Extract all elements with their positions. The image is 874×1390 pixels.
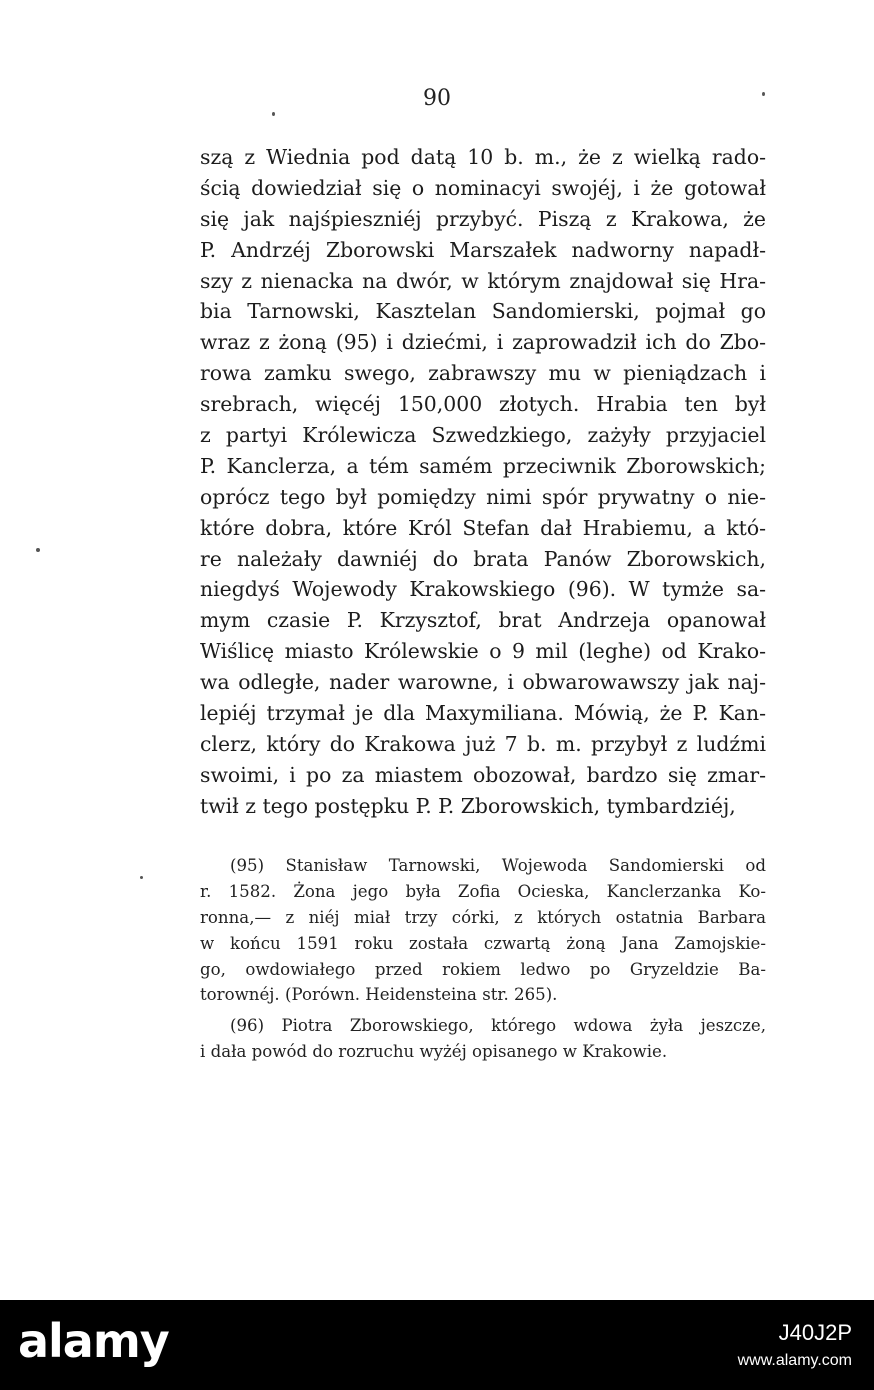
text-line: srebrach, więcéj 150,000 złotych. Hrabia ten był	[200, 392, 766, 417]
text-line: mym czasie P. Krzysztof, brat Andrzeja opanował	[200, 608, 766, 633]
footnote-95	[200, 853, 766, 1008]
text-line: i dała powód do rozruchu wyżéj opisanego w Krakowie.	[200, 1042, 668, 1062]
text-line: oprócz tego był pomiędzy nimi spór prywatny o nie-	[200, 484, 766, 509]
text-line: Wiślicę miasto Królewskie o 9 mil (leghe) od Krako-	[200, 639, 766, 664]
text-line: P. Kanclerza, a tém samém przeciwnik Zborowskich;	[200, 453, 766, 478]
alamy-logo: alamy	[18, 1314, 169, 1368]
text-line: re należały dawniéj do brata Panów Zborowskich,	[200, 546, 766, 571]
body-text	[200, 142, 766, 822]
text-line: r. 1582. Żona jego była Zofia Ocieska, Kanclerzanka Ko-	[200, 881, 766, 901]
text-line: rowa zamku swego, zabrawszy mu w pieniądzach i	[200, 361, 766, 386]
page-number: 90	[423, 86, 451, 111]
scan-speck	[36, 548, 40, 552]
scan-speck	[272, 112, 275, 116]
text-line: twił z tego postępku P. P. Zborowskich, tymbardziéj,	[200, 793, 736, 818]
scan-speck	[762, 92, 765, 96]
text-line: niegdyś Wojewody Krakowskiego (96). W tymże sa-	[200, 577, 766, 602]
text-line: (95) Stanisław Tarnowski, Wojewoda Sandomierski od	[230, 856, 766, 875]
image-id: J40J2P	[778, 1320, 852, 1345]
text-line: torownéj. (Porówn. Heidensteina str. 265).	[200, 985, 558, 1005]
text-line: swoimi, i po za miastem obozował, bardzo się zmar-	[200, 762, 766, 787]
text-line: go, owdowiałego przed rokiem ledwo po Gryzeldzie Ba-	[200, 959, 766, 979]
footnotes	[200, 853, 766, 1065]
text-line: (96) Piotra Zborowskiego, którego wdowa żyła jeszcze,	[230, 1016, 766, 1036]
text-line: w końcu 1591 roku została czwartą żoną Jana Zamojskie-	[200, 933, 766, 953]
stock-watermark-banner	[0, 1300, 874, 1390]
text-line: wa odległe, nader warowne, i obwarowawszy jak naj-	[200, 670, 766, 695]
text-line: które dobra, które Król Stefan dał Hrabiemu, a któ-	[200, 515, 766, 540]
scan-speck	[140, 876, 143, 879]
text-line: się jak najśpieszniéj przybyć. Piszą z Krakowa, że	[200, 206, 766, 231]
text-line: P. Andrzéj Zborowski Marszałek nadworny napadł-	[200, 237, 766, 262]
text-line: wraz z żoną (95) i dziećmi, i zaprowadził ich do Zbo-	[200, 330, 766, 355]
text-line: szą z Wiednia pod datą 10 b. m., że z wielką rado-	[200, 145, 766, 169]
text-line: ścią dowiedział się o nominacyi swojéj, i że gotował	[200, 175, 766, 200]
text-line: clerz, który do Krakowa już 7 b. m. przybył z ludźmi	[200, 731, 766, 756]
text-line: ronna,— z niéj miał trzy córki, z których ostatnia Barbara	[200, 907, 766, 927]
text-line: z partyi Królewicza Szwedzkiego, zażyły przyjaciel	[200, 423, 766, 448]
text-line: lepiéj trzymał je dla Maxymiliana. Mówią, że P. Kan-	[200, 701, 766, 726]
text-line: szy z nienacka na dwór, w którym znajdował się Hra-	[200, 268, 766, 293]
text-line: bia Tarnowski, Kasztelan Sandomierski, pojmał go	[200, 299, 766, 324]
banner-url: www.alamy.com	[737, 1352, 852, 1369]
footnote-96	[200, 1013, 766, 1065]
